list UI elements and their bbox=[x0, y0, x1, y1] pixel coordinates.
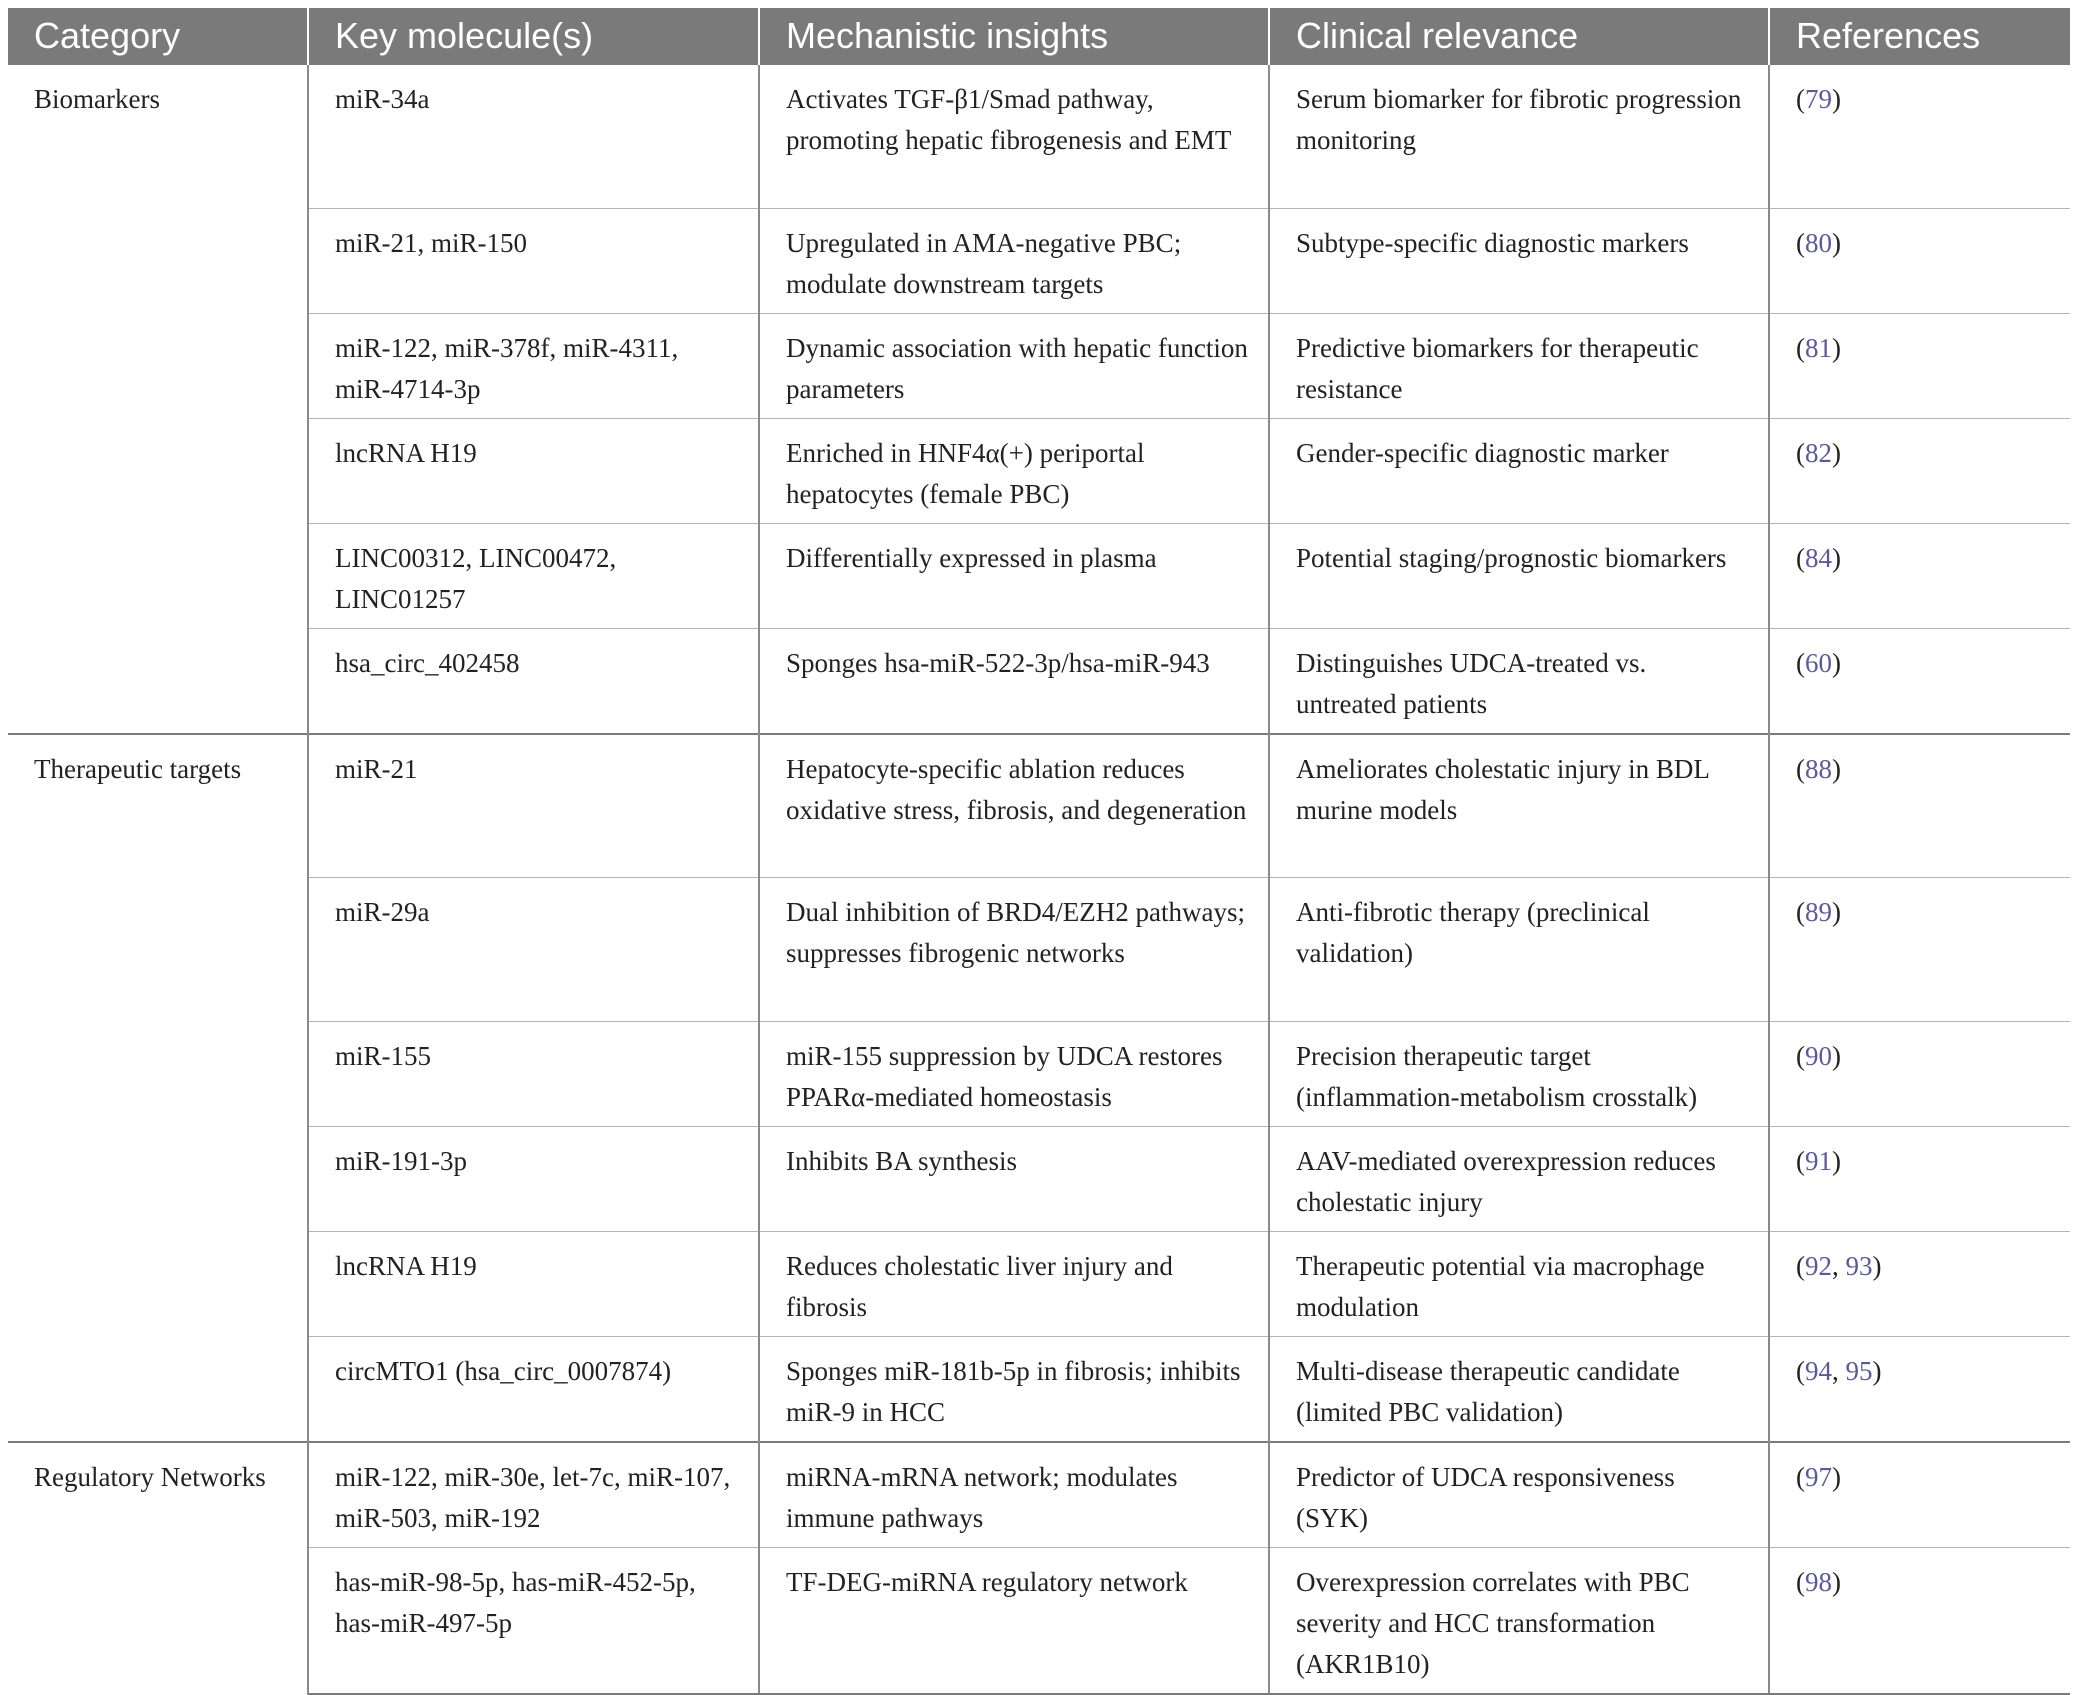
reference-link[interactable]: 91 bbox=[1805, 1146, 1832, 1176]
mechanism-cell: Enriched in HNF4α(+) periportal hepatocytes (female PBC) bbox=[759, 418, 1269, 523]
header-key-molecules: Key molecule(s) bbox=[308, 8, 759, 64]
category-cell: Biomarkers bbox=[8, 64, 308, 734]
category-cell: Regulatory Networks bbox=[8, 1442, 308, 1694]
key-molecules-cell: miR-21, miR-150 bbox=[308, 208, 759, 313]
references-cell: (92, 93) bbox=[1769, 1232, 2070, 1337]
references-cell: (84) bbox=[1769, 523, 2070, 628]
table-row bbox=[8, 1548, 2070, 1695]
clinical-relevance-cell: Predictor of UDCA responsiveness (SYK) bbox=[1269, 1442, 1769, 1548]
key-molecules-cell: miR-122, miR-30e, let-7c, miR-107, miR-503, miR-192 bbox=[308, 1442, 759, 1548]
clinical-relevance-cell: Precision therapeutic target (inflammation-metabolism crosstalk) bbox=[1269, 1022, 1769, 1127]
clinical-relevance-cell: AAV-mediated overexpression reduces cholestatic injury bbox=[1269, 1127, 1769, 1232]
mechanism-cell: miR-155 suppression by UDCA restores PPARα-mediated homeostasis bbox=[759, 1022, 1269, 1127]
reference-link[interactable]: 88 bbox=[1805, 753, 1832, 784]
reference-link[interactable]: 82 bbox=[1805, 437, 1832, 468]
table-row bbox=[8, 1442, 2070, 1548]
key-molecules-cell: miR-29a bbox=[308, 878, 759, 1022]
table-body bbox=[8, 64, 2070, 1694]
header-category: Category bbox=[8, 8, 308, 64]
clinical-relevance-cell: Gender-specific diagnostic marker bbox=[1269, 418, 1769, 523]
key-molecules-cell: miR-155 bbox=[308, 1022, 759, 1127]
mechanism-cell: Sponges hsa-miR-522-3p/hsa-miR-943 bbox=[759, 628, 1269, 734]
mechanism-cell: Upregulated in AMA-negative PBC; modulate downstream targets bbox=[759, 208, 1269, 313]
key-molecules-cell: circMTO1 (hsa_circ_0007874) bbox=[308, 1337, 759, 1443]
mechanism-cell: Inhibits BA synthesis bbox=[759, 1127, 1269, 1232]
mechanism-cell: miRNA-mRNA network; modulates immune pathways bbox=[759, 1442, 1269, 1548]
references-cell: (91) bbox=[1769, 1127, 2070, 1232]
references-cell: (90) bbox=[1769, 1022, 2070, 1127]
table-row bbox=[8, 208, 2070, 313]
header-clinical-relevance: Clinical relevance bbox=[1269, 8, 1769, 64]
reference-link[interactable]: 97 bbox=[1805, 1462, 1832, 1492]
references-cell: (89) bbox=[1769, 878, 2070, 1022]
reference-link[interactable]: 89 bbox=[1805, 897, 1832, 927]
clinical-relevance-cell: Multi-disease therapeutic candidate (limited PBC validation) bbox=[1269, 1337, 1769, 1443]
category-cell: Therapeutic targets bbox=[8, 734, 308, 1443]
clinical-relevance-cell: Subtype-specific diagnostic markers bbox=[1269, 208, 1769, 313]
reference-link[interactable]: 60 bbox=[1805, 647, 1832, 678]
clinical-relevance-cell: Overexpression correlates with PBC severity and HCC transformation (AKR1B10) bbox=[1269, 1548, 1769, 1695]
reference-link[interactable]: 79 bbox=[1805, 84, 1832, 114]
clinical-relevance-cell: Anti-fibrotic therapy (preclinical validation) bbox=[1269, 878, 1769, 1022]
table-row bbox=[8, 418, 2070, 523]
key-molecules-cell: lncRNA H19 bbox=[308, 418, 759, 523]
references-cell: (82) bbox=[1769, 418, 2070, 523]
references-cell: (94, 95) bbox=[1769, 1337, 2070, 1443]
reference-link[interactable]: 80 bbox=[1805, 227, 1832, 258]
table-header-row bbox=[8, 8, 2070, 64]
mechanism-cell: Hepatocyte-specific ablation reduces oxidative stress, fibrosis, and degeneration bbox=[759, 734, 1269, 878]
reference-link[interactable]: 84 bbox=[1805, 542, 1832, 573]
table-row bbox=[8, 1337, 2070, 1443]
header-mechanistic-insights: Mechanistic insights bbox=[759, 8, 1269, 64]
references-cell: (88) bbox=[1769, 734, 2070, 878]
key-molecules-cell: hsa_circ_402458 bbox=[308, 628, 759, 734]
table-row bbox=[8, 734, 2070, 878]
clinical-relevance-cell: Potential staging/prognostic biomarkers bbox=[1269, 523, 1769, 628]
table-row bbox=[8, 1232, 2070, 1337]
reference-link[interactable]: 90 bbox=[1805, 1041, 1832, 1071]
references-cell: (79) bbox=[1769, 64, 2070, 208]
key-molecules-cell: miR-122, miR-378f, miR-4311, miR-4714-3p bbox=[308, 313, 759, 418]
reference-link[interactable]: 81 bbox=[1805, 332, 1832, 363]
references-cell: (80) bbox=[1769, 208, 2070, 313]
table-row bbox=[8, 64, 2070, 208]
table-row bbox=[8, 628, 2070, 734]
clinical-relevance-cell: Serum biomarker for fibrotic progression monitoring bbox=[1269, 64, 1769, 208]
table-row bbox=[8, 878, 2070, 1022]
key-molecules-cell: has-miR-98-5p, has-miR-452-5p, has-miR-497-5p bbox=[308, 1548, 759, 1695]
reference-link[interactable]: 94 bbox=[1805, 1356, 1832, 1386]
table-row bbox=[8, 523, 2070, 628]
clinical-relevance-cell: Predictive biomarkers for therapeutic resistance bbox=[1269, 313, 1769, 418]
mechanism-cell: Sponges miR-181b-5p in fibrosis; inhibits miR-9 in HCC bbox=[759, 1337, 1269, 1443]
mechanism-cell: Reduces cholestatic liver injury and fibrosis bbox=[759, 1232, 1269, 1337]
mechanism-cell: Activates TGF-β1/Smad pathway, promoting hepatic fibrogenesis and EMT bbox=[759, 64, 1269, 208]
mechanism-cell: Dual inhibition of BRD4/EZH2 pathways; suppresses fibrogenic networks bbox=[759, 878, 1269, 1022]
key-molecules-cell: LINC00312, LINC00472, LINC01257 bbox=[308, 523, 759, 628]
table-row bbox=[8, 313, 2070, 418]
key-molecules-cell: miR-21 bbox=[308, 734, 759, 878]
header-references: References bbox=[1769, 8, 2070, 64]
table-row bbox=[8, 1022, 2070, 1127]
references-cell: (98) bbox=[1769, 1548, 2070, 1695]
reference-link[interactable]: 93 bbox=[1845, 1251, 1873, 1281]
references-cell: (60) bbox=[1769, 628, 2070, 734]
reference-link[interactable]: 92 bbox=[1805, 1251, 1832, 1281]
key-molecules-cell: miR-34a bbox=[308, 64, 759, 208]
key-molecules-cell: miR-191-3p bbox=[308, 1127, 759, 1232]
references-cell: (97) bbox=[1769, 1442, 2070, 1548]
reference-link[interactable]: 95 bbox=[1845, 1356, 1873, 1386]
mechanism-cell: TF-DEG-miRNA regulatory network bbox=[759, 1548, 1269, 1695]
clinical-relevance-cell: Distinguishes UDCA-treated vs. untreated patients bbox=[1269, 628, 1769, 734]
key-molecules-cell: lncRNA H19 bbox=[308, 1232, 759, 1337]
summary-table bbox=[8, 8, 2070, 1695]
clinical-relevance-cell: Ameliorates cholestatic injury in BDL murine models bbox=[1269, 734, 1769, 878]
reference-link[interactable]: 98 bbox=[1805, 1567, 1832, 1597]
table-row bbox=[8, 1127, 2070, 1232]
mechanism-cell: Differentially expressed in plasma bbox=[759, 523, 1269, 628]
clinical-relevance-cell: Therapeutic potential via macrophage modulation bbox=[1269, 1232, 1769, 1337]
mechanism-cell: Dynamic association with hepatic function parameters bbox=[759, 313, 1269, 418]
references-cell: (81) bbox=[1769, 313, 2070, 418]
